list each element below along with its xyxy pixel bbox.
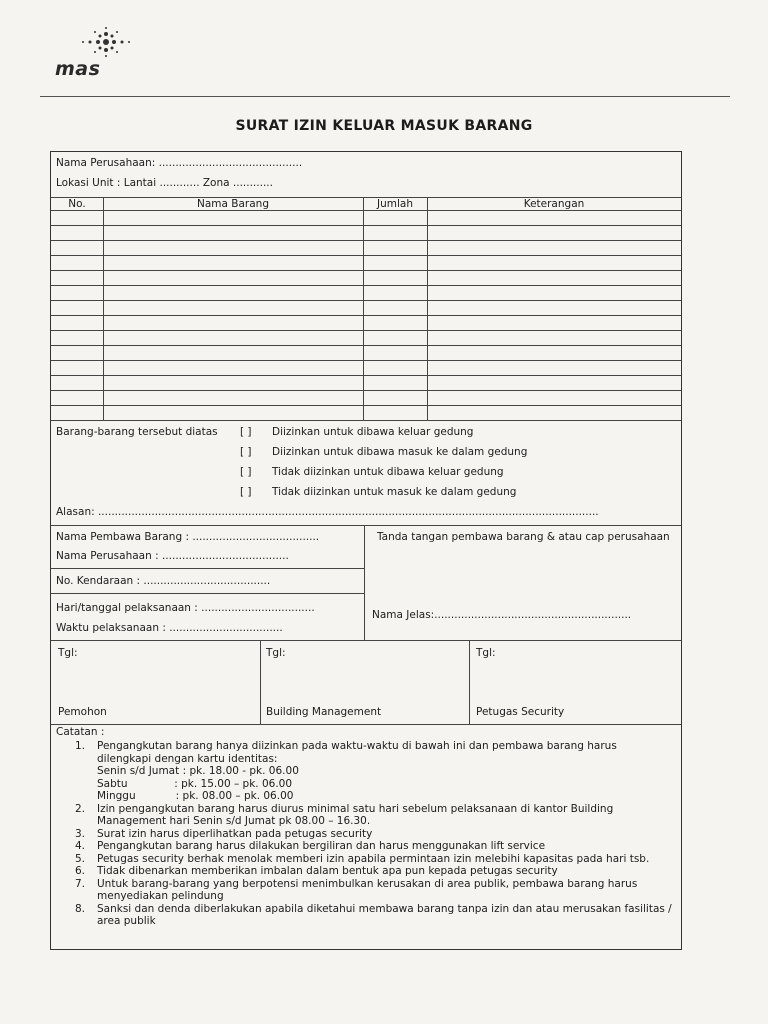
note-item [51, 853, 679, 866]
table-row-line [51, 270, 681, 271]
note-text [97, 865, 679, 878]
note-text [97, 840, 679, 853]
header-rule [40, 96, 730, 97]
table-row-line [51, 315, 681, 316]
note-number: 8. [74, 902, 85, 915]
notes-list [51, 740, 679, 928]
note-line: dilengkapi dengan kartu identitas: [97, 752, 278, 765]
table-row-line [51, 405, 681, 406]
note-line: Untuk barang-barang yang berpotensi menimbulkan kerusakan di area publik, pembawa barang harus [97, 877, 638, 890]
checkbox-allowed-out[interactable]: [ ] [240, 426, 252, 438]
note-number: 7. [74, 877, 85, 890]
note-line: Senin s/d Jumat : pk. 18.00 - pk. 06.00 [97, 765, 299, 777]
note-item [51, 740, 679, 803]
checkbox-denied-in[interactable]: [ ] [240, 486, 252, 498]
form-title: SURAT IZIN KELUAR MASUK BARANG [235, 118, 533, 134]
execution-time-field[interactable]: Waktu pelaksanaan : .................................. [56, 622, 283, 634]
note-text [97, 878, 679, 903]
signature-caption: Tanda tangan pembawa barang & atau cap perusahaan [377, 531, 670, 543]
note-text [97, 903, 679, 928]
note-number: 4. [74, 840, 85, 852]
column-header-quantity: Jumlah [377, 198, 413, 210]
note-line: Pengangkutan barang hanya diizinkan pada waktu-waktu di bawah ini dan pembawa barang harus [97, 740, 617, 752]
option-label: Diizinkan untuk dibawa masuk ke dalam gedung [272, 446, 528, 458]
note-text [97, 828, 679, 841]
execution-date-field[interactable]: Hari/tanggal pelaksanaan : .................................. [56, 602, 315, 614]
table-row-line [51, 255, 681, 256]
note-number: 6. [74, 865, 85, 877]
note-number: 5. [74, 852, 85, 865]
table-row-line [51, 375, 681, 376]
note-line: Tidak dibenarkan memberikan imbalan dalam bentuk apa pun kepada petugas security [97, 865, 558, 877]
table-row-line [51, 360, 681, 361]
table-row-line [51, 345, 681, 346]
applicant-role-label: Pemohon [58, 706, 107, 718]
notes-heading: Catatan : [56, 726, 105, 738]
security-role-label: Petugas Security [476, 706, 565, 718]
column-header-item-name: Nama Barang [197, 198, 269, 210]
building-management-date-label: Tgl: [266, 647, 286, 659]
note-item [51, 803, 679, 828]
note-number: 2. [74, 802, 85, 815]
bearer-name-field[interactable]: Nama Pembawa Barang : ...................................... [56, 531, 320, 543]
table-row-line [51, 330, 681, 331]
checkbox-denied-out[interactable]: [ ] [240, 466, 252, 478]
note-text [97, 853, 679, 866]
column-header-notes: Keterangan [523, 198, 585, 210]
option-label: Tidak diizinkan untuk masuk ke dalam gedung [272, 486, 517, 498]
table-row-line [51, 300, 681, 301]
note-text [97, 803, 679, 828]
note-item [51, 828, 679, 841]
checkbox-allowed-in[interactable]: [ ] [240, 446, 252, 458]
applicant-date-label: Tgl: [58, 647, 78, 659]
company-logo-starburst-icon [78, 26, 134, 62]
form-frame [50, 151, 682, 950]
note-line: Management hari Senin s/d Jumat pk 08.00 – 16.30. [97, 815, 371, 827]
note-line: Izin pengangkutan barang harus diurus minimal satu hari sebelum pelaksanaan di kantor Building [97, 802, 614, 815]
option-label: Diizinkan untuk dibawa keluar gedung [272, 426, 474, 438]
company-logo-text: mas [55, 58, 101, 80]
vehicle-number-field[interactable]: No. Kendaraan : ...................................... [56, 575, 271, 587]
option-label: Tidak diizinkan untuk dibawa keluar gedung [272, 466, 504, 478]
clear-name-field[interactable]: Nama Jelas:........................................................... [372, 609, 632, 621]
note-line: Surat izin harus diperlihatkan pada petugas security [97, 827, 373, 840]
table-row-line [51, 240, 681, 241]
note-text [97, 740, 679, 803]
note-item [51, 840, 679, 853]
table-row-line [51, 285, 681, 286]
note-line: Minggu : pk. 08.00 – pk. 06.00 [97, 790, 294, 802]
reason-field[interactable]: Alasan: ...................................................................................................................................................... [56, 506, 599, 518]
column-header-no: No. [68, 198, 86, 210]
table-row-line [51, 390, 681, 391]
note-line: Sabtu : pk. 15.00 – pk. 06.00 [97, 777, 293, 790]
note-line: Sanksi dan denda diberlakukan apabila diketahui membawa barang tanpa izin dan atau merusakan fasilitas / [97, 902, 672, 915]
note-item [51, 878, 679, 903]
note-line: Pengangkutan barang harus dilakukan bergiliran dan harus menggunakan lift service [97, 840, 546, 852]
note-number: 3. [74, 827, 85, 840]
note-line: Petugas security berhak menolak memberi izin apabila permintaan izin melebihi kapasitas pada hari tsb. [97, 852, 650, 865]
note-number: 1. [74, 740, 85, 752]
note-line: area publik [97, 915, 156, 927]
note-line: menyediakan pelindung [97, 890, 224, 902]
note-item [51, 865, 679, 878]
table-row-line [51, 225, 681, 226]
building-management-role-label: Building Management [266, 706, 382, 718]
unit-location-field[interactable]: Lokasi Unit : Lantai ............ Zona ............ [56, 177, 273, 189]
note-item [51, 903, 679, 928]
company-name-field[interactable]: Nama Perusahaan: ........................................... [56, 157, 303, 169]
bearer-company-field[interactable]: Nama Perusahaan : ...................................... [56, 550, 289, 562]
permission-intro: Barang-barang tersebut diatas [56, 426, 218, 438]
security-date-label: Tgl: [476, 647, 496, 659]
